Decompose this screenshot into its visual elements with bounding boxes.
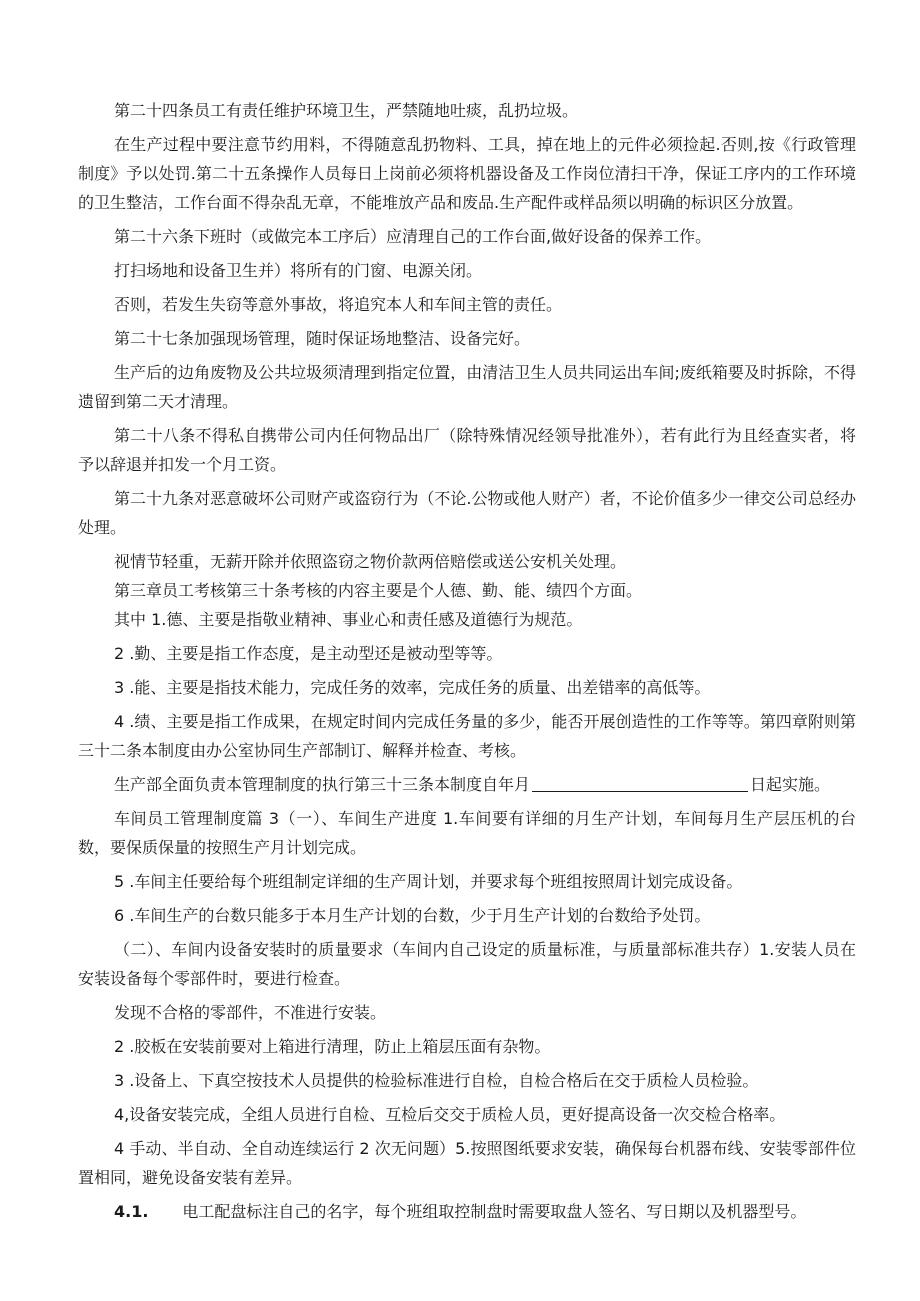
effective-date-suffix: 日起实施。	[750, 775, 831, 794]
list-item: 4 .绩、主要是指工作成果，在规定时间内完成任务量的多少，能否开展创造性的工作等等。第四章附则第三十二条本制度由办公室协同生产部制订、解释并检查、考核。	[78, 712, 856, 760]
paragraph: 第二十四条员工有责任维护环境卫生，严禁随地吐痰，乱扔垃圾。	[114, 101, 579, 120]
list-item: 6 .车间生产的台数只能多于本月生产计划的台数，少于月生产计划的台数给予处罚。	[114, 906, 711, 925]
paragraph: 第二十七条加强现场管理，随时保证场地整洁、设备完好。	[114, 329, 531, 348]
paragraph: 视情节轻重，无薪开除并依照盗窃之物价款两倍赔偿或送公安机关处理。	[114, 552, 627, 571]
paragraph: 第三章员工考核第三十条考核的内容主要是个人德、勤、能、绩四个方面。	[114, 581, 643, 600]
list-item: 2 .勤、主要是指工作态度，是主动型还是被动型等等。	[114, 644, 503, 663]
paragraph: 车间员工管理制度篇 3（一）、车间生产进度 1.车间要有详细的月生产计划，车间每月生产层压机的台数，要保质保量的按照生产月计划完成。	[78, 809, 856, 857]
item-number: 4.1.	[114, 1202, 149, 1221]
effective-date-paragraph	[78, 770, 856, 799]
list-item: 4 手动、半自动、全自动连续运行 2 次无问题）5.按照图纸要求安装，确保每台机器布线、安装零部件位置相同，避免设备安装有差异。	[78, 1139, 856, 1187]
item-text: 电工配盘标注自己的名字，每个班组取控制盘时需要取盘人签名、写日期以及机器型号。	[182, 1202, 807, 1221]
list-item: 2 .胶板在安装前要对上箱进行清理，防止上箱层压面有杂物。	[114, 1037, 551, 1056]
effective-date-text: 生产部全面负责本管理制度的执行第三十三条本制度自年月	[114, 775, 531, 794]
list-item-last	[78, 1197, 856, 1226]
paragraph: （二）、车间内设备安装时的质量要求（车间内自己设定的质量标准，与质量部标准共存）1.安装人员在安装设备每个零部件时，要进行检查。	[78, 940, 856, 988]
list-item: 3 .能、主要是指技术能力，完成任务的效率，完成任务的质量、出差错率的高低等。	[114, 678, 711, 697]
date-blank-line	[532, 773, 748, 792]
list-item: 4,设备安装完成，全组人员进行自检、互检后交交于质检人员，更好提高设备一次交检合格率。	[114, 1105, 786, 1124]
list-item: 5 .车间主任要给每个班组制定详细的生产周计划，并要求每个班组按照周计划完成设备。	[114, 872, 743, 891]
paragraph: 第二十八条不得私自携带公司内任何物品出厂（除特殊情况经领导批准外），若有此行为且经查实者，将予以辞退并扣发一个月工资。	[78, 426, 856, 474]
paragraph: 第二十九条对恶意破坏公司财产或盗窃行为（不论.公物或他人财产）者，不论价值多少一律交公司总经办处理。	[78, 489, 856, 537]
paragraph: 第二十六条下班时（或做完本工序后）应清理自己的工作台面,做好设备的保养工作。	[114, 227, 712, 246]
paragraph: 否则，若发生失窃等意外事故，将追究本人和车间主管的责任。	[114, 295, 563, 314]
list-item: 3 .设备上、下真空按技术人员提供的检验标准进行自检，自检合格后在交于质检人员检验。	[114, 1071, 759, 1090]
document-body	[78, 96, 856, 1226]
paragraph: 在生产过程中要注意节约用料，不得随意乱扔物料、工具，掉在地上的元件必须捡起.否则,按《行政管理制度》予以处罚.第二十五条操作人员每日上岗前必须将机器设备及工作岗位清扫干净，保证工序内的工作环境的卫生整洁，工作台面不得杂乱无章，不能堆放产品和废品.生产配件或样品须以明确的标识区分放置。	[78, 135, 856, 212]
paragraph: 发现不合格的零部件，不准进行安装。	[114, 1003, 387, 1022]
paragraph: 打扫场地和设备卫生并）将所有的门窗、电源关闭。	[114, 261, 483, 280]
paragraph: 生产后的边角废物及公共垃圾须清理到指定位置，由清洁卫生人员共同运出车间;废纸箱要及时拆除，不得遗留到第二天才清理。	[78, 363, 856, 411]
paragraph: 其中 1.德、主要是指敬业精神、事业心和责任感及道德行为规范。	[114, 610, 583, 629]
